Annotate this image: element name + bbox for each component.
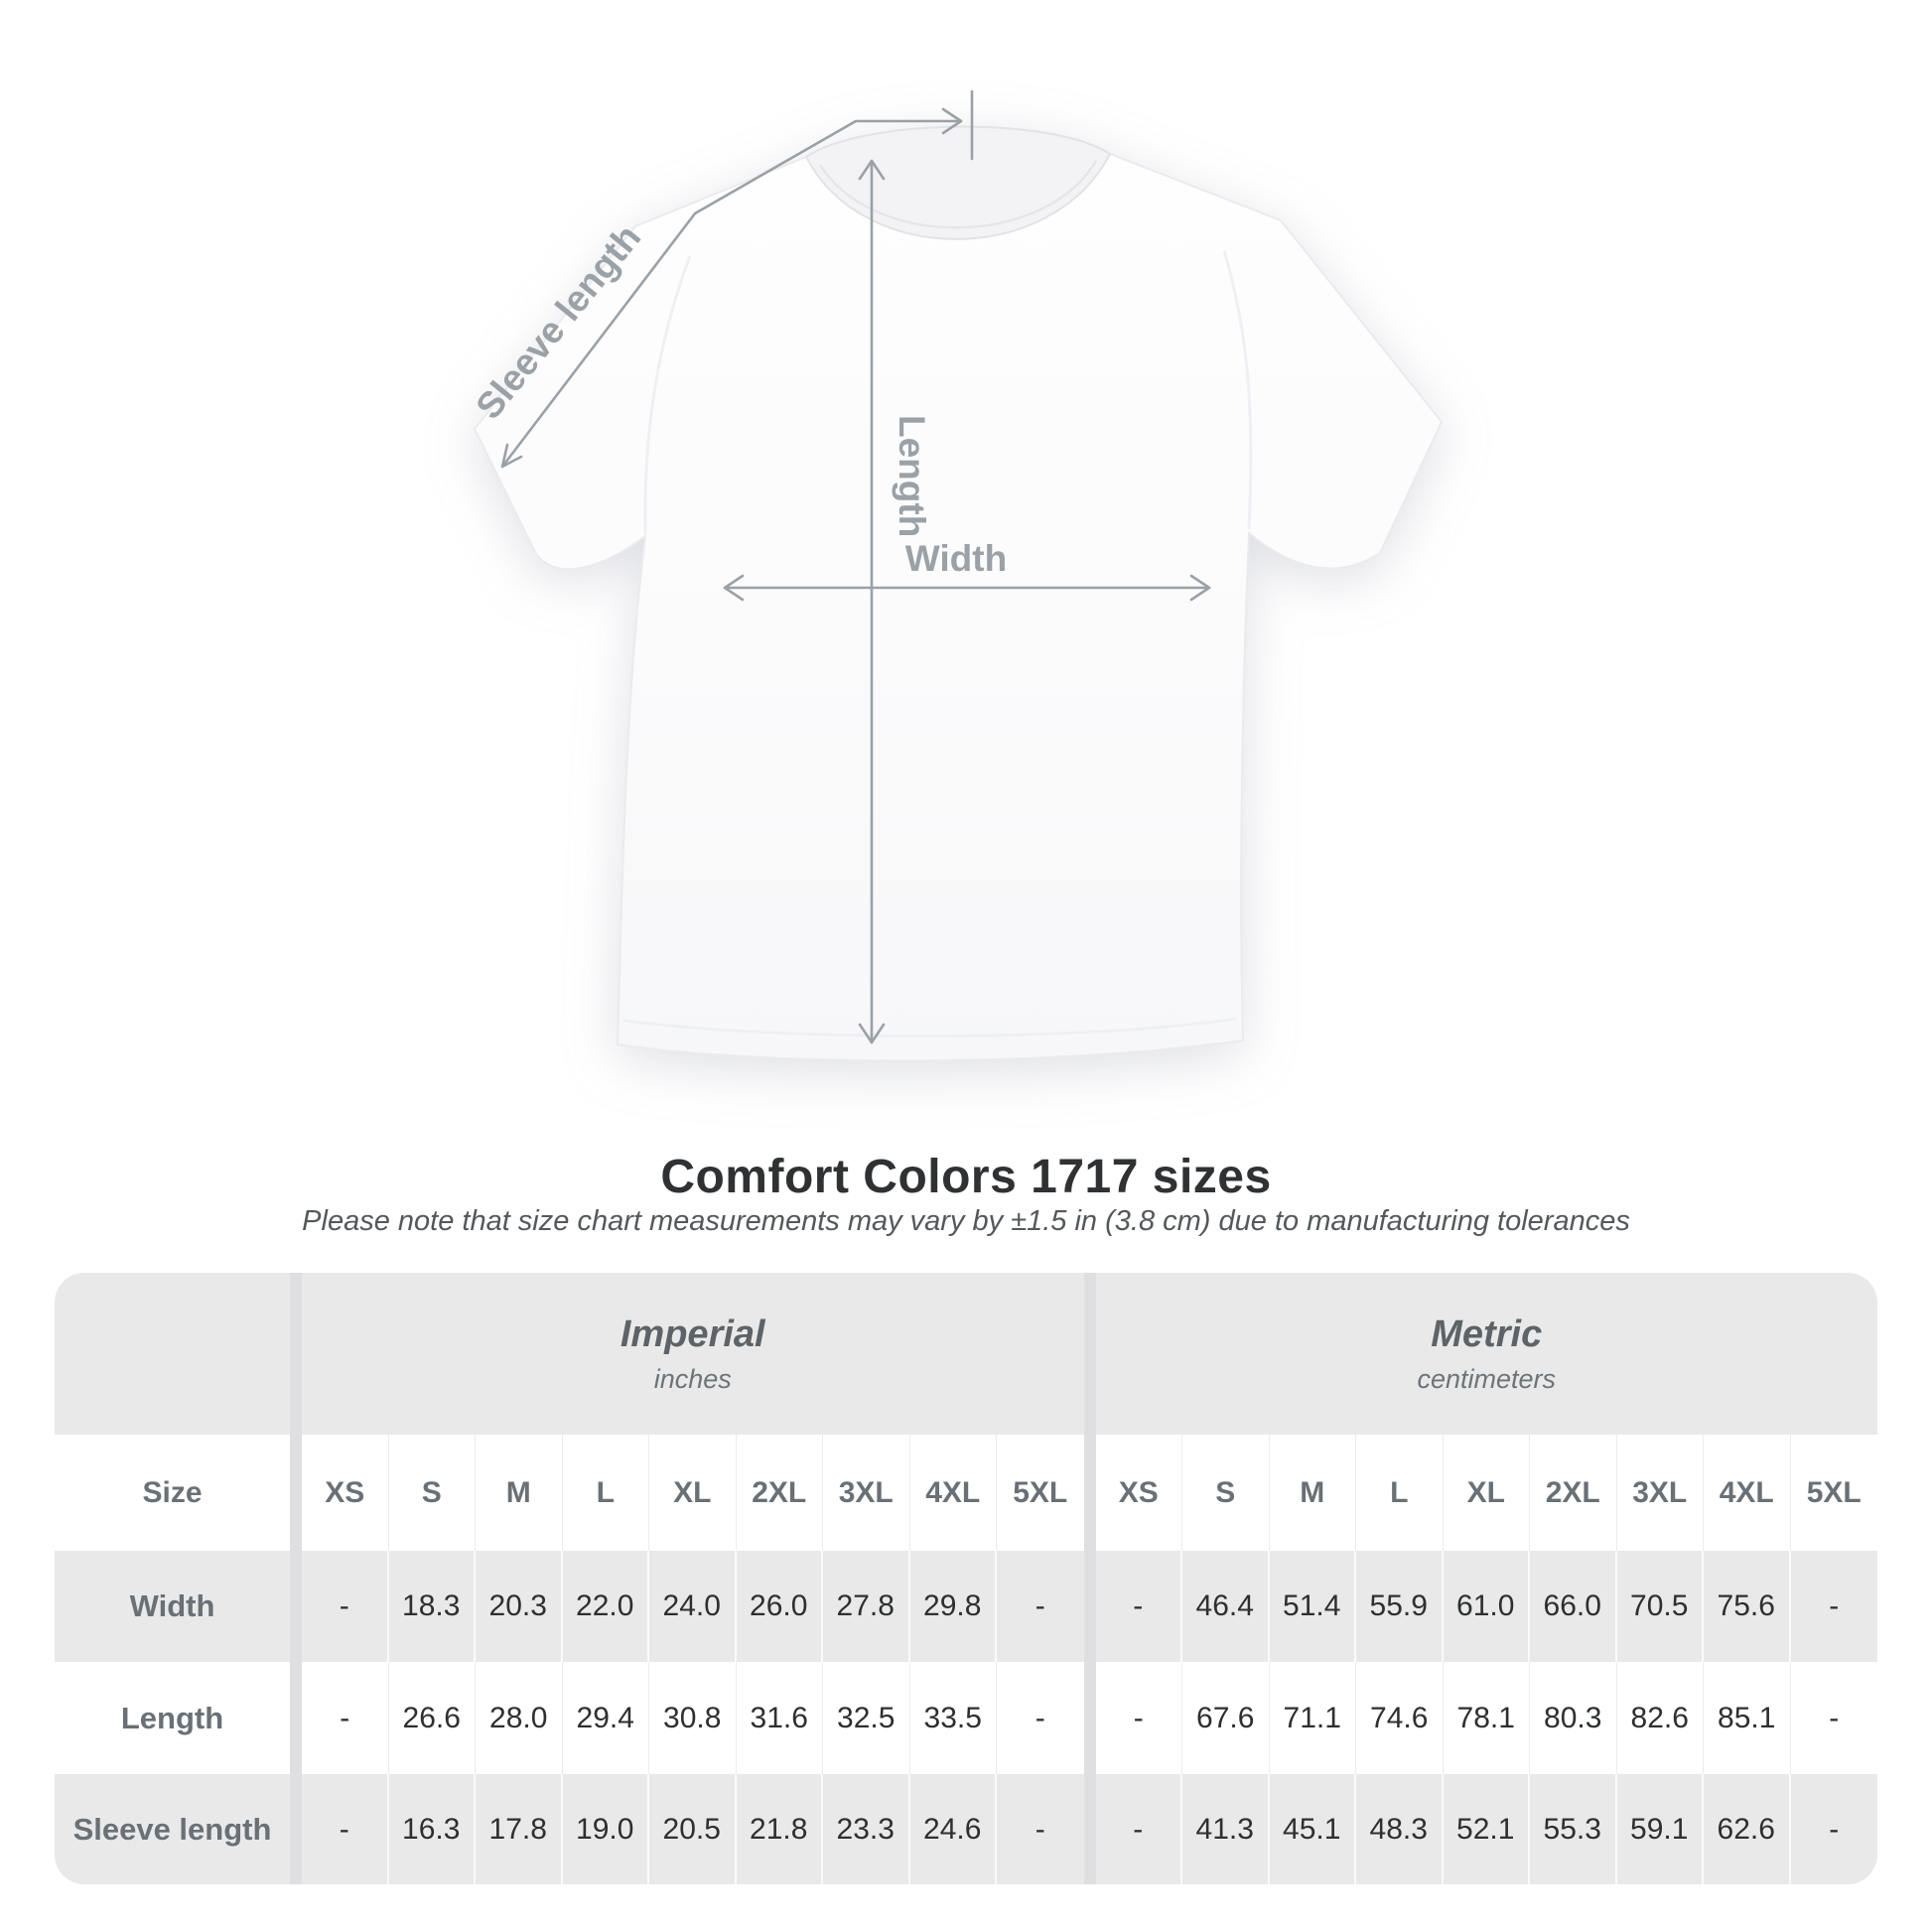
- value-cell-metric: 66.0: [1530, 1551, 1617, 1662]
- size-col-header-imperial: XL: [649, 1435, 737, 1551]
- value-cell-imperial: 30.8: [649, 1662, 737, 1774]
- label-column-divider: [290, 1551, 302, 1662]
- value-cell-metric: 85.1: [1704, 1662, 1791, 1774]
- value-cell-metric: -: [1096, 1551, 1183, 1662]
- value-cell-metric: -: [1791, 1551, 1878, 1662]
- page-title: Comfort Colors 1717 sizes: [660, 1151, 1272, 1203]
- value-cell-metric: 74.6: [1356, 1662, 1444, 1774]
- value-cell-imperial: 20.5: [649, 1774, 737, 1884]
- value-cell-metric: -: [1096, 1774, 1183, 1884]
- value-cell-imperial: 23.3: [823, 1774, 910, 1884]
- value-cell-imperial: 21.8: [737, 1774, 824, 1884]
- unit-group-unit: centimeters: [1417, 1363, 1557, 1394]
- unit-group-divider: [1084, 1273, 1096, 1435]
- value-cell-metric: -: [1791, 1662, 1878, 1774]
- unit-group-header: [302, 1273, 1084, 1435]
- value-cell-imperial: 27.8: [823, 1551, 910, 1662]
- value-cell-metric: 71.1: [1270, 1662, 1357, 1774]
- size-col-header-imperial: 3XL: [823, 1435, 910, 1551]
- value-cell-metric: -: [1791, 1774, 1878, 1884]
- value-cell-metric: 80.3: [1530, 1662, 1617, 1774]
- value-cell-imperial: 26.0: [737, 1551, 824, 1662]
- unit-group-unit: inches: [653, 1363, 732, 1394]
- value-cell-imperial: -: [302, 1662, 389, 1774]
- size-table: [55, 1273, 1877, 1884]
- label-column-divider: [290, 1662, 302, 1774]
- value-cell-metric: 59.1: [1617, 1774, 1705, 1884]
- length-label: Length: [892, 415, 932, 538]
- size-col-header-metric: S: [1182, 1435, 1270, 1551]
- value-cell-imperial: 29.8: [910, 1551, 998, 1662]
- label-column-divider: [290, 1774, 302, 1884]
- size-col-header-metric: XS: [1096, 1435, 1183, 1551]
- size-col-header-metric: 5XL: [1791, 1435, 1878, 1551]
- value-cell-metric: 48.3: [1356, 1774, 1444, 1884]
- value-cell-metric: 61.0: [1444, 1551, 1531, 1662]
- value-cell-imperial: 17.8: [476, 1774, 563, 1884]
- value-cell-imperial: 28.0: [476, 1662, 563, 1774]
- value-cell-imperial: -: [302, 1551, 389, 1662]
- value-cell-metric: 46.4: [1182, 1551, 1270, 1662]
- value-cell-imperial: 26.6: [389, 1662, 477, 1774]
- table-corner-cell: [55, 1273, 290, 1435]
- row-label: Length: [55, 1662, 290, 1774]
- value-cell-imperial: 31.6: [737, 1662, 824, 1774]
- row-label: Sleeve length: [55, 1774, 290, 1884]
- value-cell-metric: 67.6: [1182, 1662, 1270, 1774]
- size-col-header-metric: XL: [1444, 1435, 1531, 1551]
- value-cell-metric: 82.6: [1617, 1662, 1705, 1774]
- value-cell-imperial: -: [997, 1774, 1084, 1884]
- size-header-cell: Size: [55, 1435, 290, 1551]
- size-col-header-imperial: XS: [302, 1435, 389, 1551]
- size-col-header-metric: 2XL: [1530, 1435, 1617, 1551]
- unit-group-divider: [1084, 1435, 1096, 1551]
- unit-group-header: [1096, 1273, 1878, 1435]
- size-col-header-imperial: S: [389, 1435, 477, 1551]
- value-cell-imperial: -: [302, 1774, 389, 1884]
- value-cell-metric: 75.6: [1704, 1551, 1791, 1662]
- value-cell-imperial: 24.0: [649, 1551, 737, 1662]
- value-cell-metric: 70.5: [1617, 1551, 1705, 1662]
- value-cell-metric: 62.6: [1704, 1774, 1791, 1884]
- value-cell-metric: 51.4: [1270, 1551, 1357, 1662]
- value-cell-imperial: -: [997, 1551, 1084, 1662]
- value-cell-metric: 55.9: [1356, 1551, 1444, 1662]
- size-col-header-imperial: 2XL: [737, 1435, 824, 1551]
- width-label: Width: [904, 538, 1008, 579]
- size-col-header-metric: 3XL: [1617, 1435, 1705, 1551]
- value-cell-imperial: 22.0: [563, 1551, 650, 1662]
- size-col-header-metric: 4XL: [1704, 1435, 1791, 1551]
- value-cell-imperial: 29.4: [563, 1662, 650, 1774]
- unit-group-label: Imperial: [620, 1312, 765, 1355]
- size-col-header-imperial: L: [563, 1435, 650, 1551]
- row-label: Width: [55, 1551, 290, 1662]
- value-cell-imperial: 24.6: [910, 1774, 998, 1884]
- value-cell-metric: 41.3: [1182, 1774, 1270, 1884]
- unit-group-divider: [1084, 1774, 1096, 1884]
- unit-group-divider: [1084, 1551, 1096, 1662]
- value-cell-imperial: 33.5: [910, 1662, 998, 1774]
- size-col-header-imperial: 5XL: [997, 1435, 1084, 1551]
- value-cell-imperial: 18.3: [389, 1551, 477, 1662]
- size-table-grid: [55, 1273, 1877, 1884]
- value-cell-metric: 78.1: [1444, 1662, 1531, 1774]
- value-cell-imperial: 20.3: [476, 1551, 563, 1662]
- value-cell-imperial: 32.5: [823, 1662, 910, 1774]
- value-cell-imperial: 19.0: [563, 1774, 650, 1884]
- label-column-divider: [290, 1435, 302, 1551]
- value-cell-imperial: 16.3: [389, 1774, 477, 1884]
- sleeve-length-label: Sleeve length: [468, 216, 649, 427]
- unit-group-divider: [1084, 1662, 1096, 1774]
- size-col-header-metric: M: [1270, 1435, 1357, 1551]
- value-cell-metric: 45.1: [1270, 1774, 1357, 1884]
- unit-group-label: Metric: [1431, 1312, 1543, 1355]
- size-col-header-imperial: 4XL: [910, 1435, 998, 1551]
- value-cell-metric: 55.3: [1530, 1774, 1617, 1884]
- value-cell-metric: -: [1096, 1662, 1183, 1774]
- value-cell-metric: 52.1: [1444, 1774, 1531, 1884]
- size-col-header-metric: L: [1356, 1435, 1444, 1551]
- label-column-divider: [290, 1273, 302, 1435]
- value-cell-imperial: -: [997, 1662, 1084, 1774]
- page-subtitle: Please note that size chart measurements may vary by ±1.5 in (3.8 cm) due to manufacturing tolerances: [302, 1205, 1630, 1237]
- size-col-header-imperial: M: [476, 1435, 563, 1551]
